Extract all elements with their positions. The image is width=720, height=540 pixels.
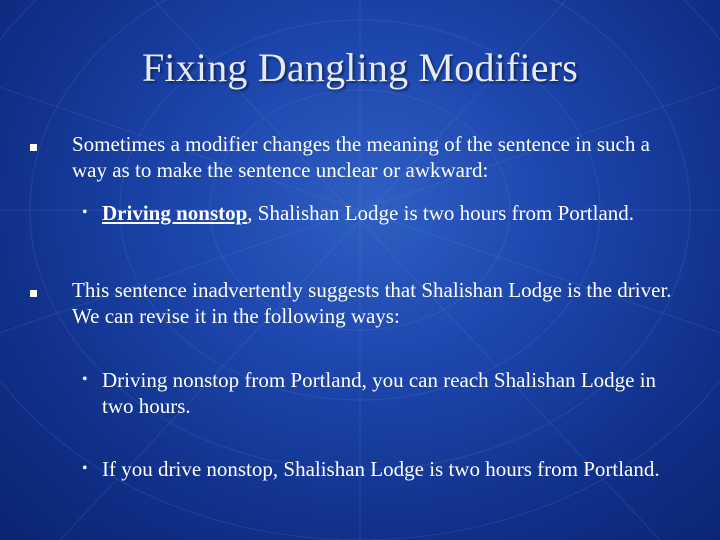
dot-bullet-icon: • [82, 371, 88, 388]
dot-bullet-icon: • [82, 460, 88, 477]
bullet-1-text: Sometimes a modifier changes the meaning of the sentence in such a way as to make the sentence unclear or awkward: [72, 132, 650, 182]
dangling-modifier-phrase: Driving nonstop [102, 201, 248, 225]
square-bullet-icon [30, 290, 37, 297]
sub-bullet-1-1-rest: , Shalishan Lodge is two hours from Portland. [247, 201, 635, 225]
bullet-2-text: This sentence inadvertently suggests that Shalishan Lodge is the driver. We can revise it in the following ways: [72, 278, 672, 328]
square-bullet-icon [30, 144, 37, 151]
dot-bullet-icon: • [82, 204, 88, 221]
slide-title: Fixing Dangling Modifiers [141, 45, 579, 90]
sub-bullet-2-2: If you drive nonstop, Shalishan Lodge is two hours from Portland. [102, 457, 660, 481]
sub-bullet-2-1: Driving nonstop from Portland, you can reach Shalishan Lodge in two hours. [102, 368, 657, 418]
sub-bullet-1-1 [102, 200, 662, 226]
